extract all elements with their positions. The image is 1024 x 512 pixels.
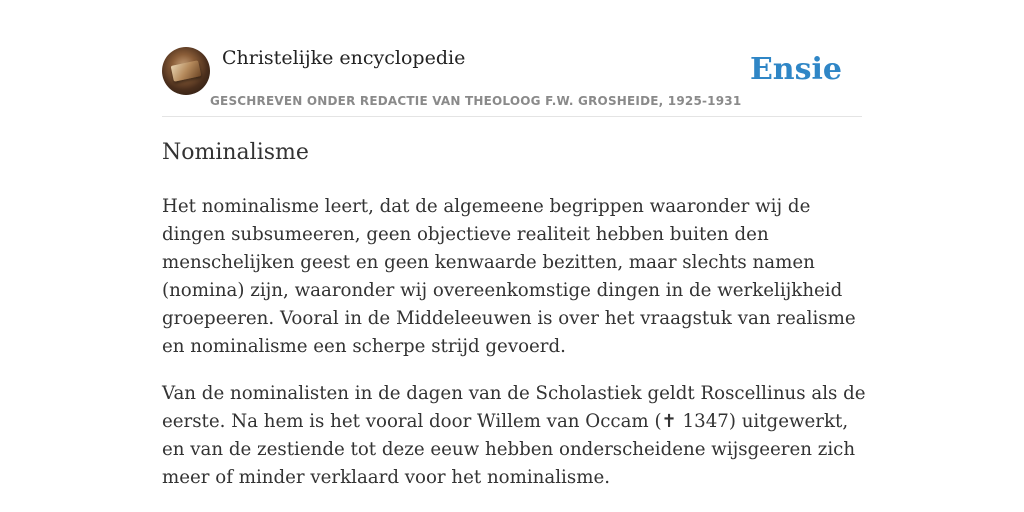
article-body [162,193,866,511]
book-icon [171,60,202,81]
site-title[interactable]: Christelijke encyclopedie [222,47,466,69]
article-title: Nominalisme [162,140,309,165]
site-subtitle: GESCHREVEN ONDER REDACTIE VAN THEOLOOG F.W. GROSHEIDE, 1925-1931 [210,94,742,108]
site-header [162,44,862,117]
ensie-logo[interactable]: Ensie [749,52,842,87]
article-paragraph: Het nominalisme leert, dat de algemeene begrippen waaronder wij de dingen subsumeeren, geen objectieve realiteit hebben buiten den menschelijken geest en geen kenwaarde bezitten, maar slechts namen (nomina) zijn, waaronder wij overeenkomstige dingen in de werkelijkheid groepeeren. Vooral in de Middeleeuwen is over het vraagstuk van realisme en nominalisme een scherpe strijd gevoerd. [162,196,856,357]
article-paragraph: Van de nominalisten in de dagen van de Scholastiek geldt Roscellinus als de eerste. Na hem is het vooral door Willem van Occam (✝ 1347) uitgewerkt, en van de zestiende tot deze eeuw hebben onderscheidene wijsgeeren zich meer of minder verklaard voor het nominalisme. [162,383,866,488]
encyclopedia-avatar[interactable] [162,47,210,95]
